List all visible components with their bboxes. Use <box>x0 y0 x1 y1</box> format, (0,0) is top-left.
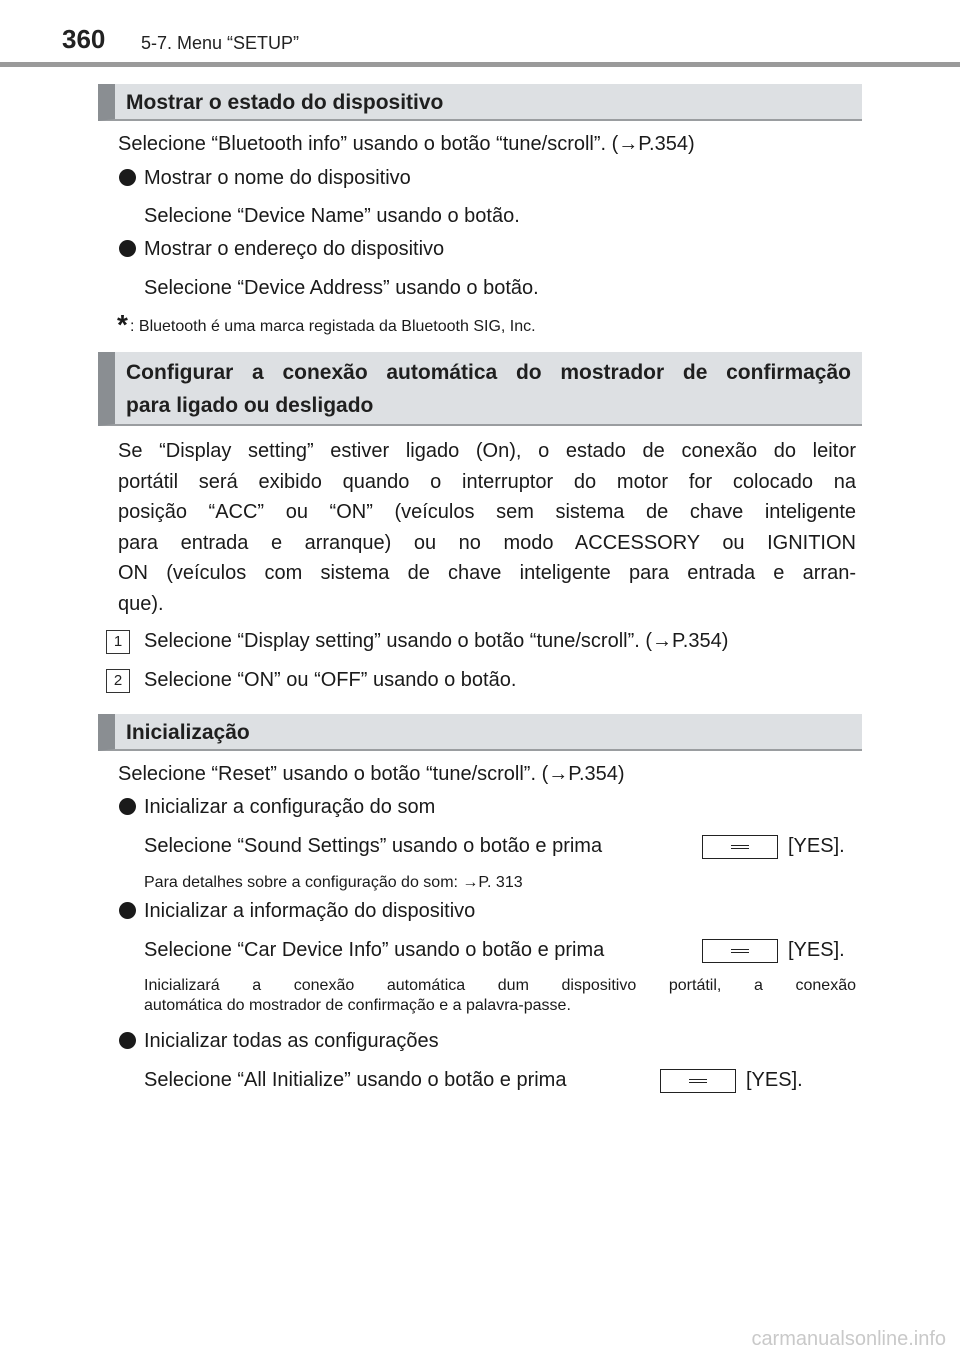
sec1-intro: Selecione “Bluetooth info” usando o botão “tune/scroll”. (→P.354) <box>118 133 695 155</box>
sec1-bullet2-title: Mostrar o endereço do dispositivo <box>144 238 445 260</box>
footnote-asterisk: * <box>117 309 128 340</box>
para-line: ON (veículos com sistema de chave inteligente para entrada e arran- <box>118 562 856 584</box>
step-number-2: 2 <box>106 669 130 693</box>
para-line: portátil será exibido quando o interruptor do motor for colocado na <box>118 470 856 493</box>
sec3-bullet2-text: Selecione “Car Device Info” usando o botão e prima <box>144 939 605 961</box>
enter-key-icon <box>660 1069 736 1093</box>
sec3-bullet2-yes: [YES]. <box>788 939 845 961</box>
step-number-1: 1 <box>106 630 130 654</box>
sec3-bullet1-note: Para detalhes sobre a configuração do som: →P. 313 <box>144 874 523 891</box>
site-watermark: carmanualsonline.info <box>751 1328 946 1350</box>
bullet-icon <box>119 169 136 186</box>
sec1-bullet2-text: Selecione “Device Address” usando o botão. <box>144 277 539 299</box>
para-line: que). <box>118 592 164 615</box>
sec3-bullet2-title: Inicializar a informação do dispositivo <box>144 900 476 922</box>
heading-line-1: Configurar a conexão automática do mostrador de confirmação <box>126 361 851 384</box>
bullet-icon <box>119 902 136 919</box>
note-line: automática do mostrador de confirmação e a palavra-passe. <box>144 997 571 1014</box>
header-rule <box>0 62 960 67</box>
enter-key-icon <box>702 835 778 859</box>
step-2-text: Selecione “ON” ou “OFF” usando o botão. <box>144 669 517 691</box>
heading-line-2: para ligado ou desligado <box>126 394 374 417</box>
heading-auto-connection <box>98 352 862 426</box>
bullet-icon <box>119 1032 136 1049</box>
sec3-bullet1-text: Selecione “Sound Settings” usando o botão e prima <box>144 835 603 857</box>
sec3-bullet1-title: Inicializar a configuração do som <box>144 796 436 818</box>
heading-device-status: Mostrar o estado do dispositivo <box>98 84 862 121</box>
sec3-bullet3-yes: [YES]. <box>746 1069 803 1091</box>
page-number: 360 <box>62 24 106 54</box>
sec3-bullet1-yes: [YES]. <box>788 835 845 857</box>
bullet-icon <box>119 798 136 815</box>
sec2-paragraph <box>118 436 856 619</box>
sec3-bullet3-title: Inicializar todas as configurações <box>144 1030 439 1052</box>
heading-initialization: Inicialização <box>98 714 862 751</box>
enter-key-icon <box>702 939 778 963</box>
bullet-icon <box>119 240 136 257</box>
para-line: para entrada e arranque) ou no modo ACCESSORY ou IGNITION <box>118 531 856 554</box>
step-1-text: Selecione “Display setting” usando o botão “tune/scroll”. (→P.354) <box>144 630 729 652</box>
para-line: Se “Display setting” estiver ligado (On), o estado de conexão do leitor <box>118 440 856 462</box>
footnote: : Bluetooth é uma marca registada da Bluetooth SIG, Inc. <box>130 318 536 335</box>
sec3-intro: Selecione “Reset” usando o botão “tune/scroll”. (→P.354) <box>118 763 625 785</box>
section-title: 5-7. Menu “SETUP” <box>141 33 300 53</box>
para-line: posição “ACC” ou “ON” (veículos sem sistema de chave inteligente <box>118 501 856 523</box>
sec3-bullet2-note <box>144 976 856 1016</box>
sec3-bullet3-text: Selecione “All Initialize” usando o botão e prima <box>144 1069 567 1091</box>
note-line: Inicializará a conexão automática dum dispositivo portátil, a conexão <box>144 977 856 994</box>
sec1-bullet1-text: Selecione “Device Name” usando o botão. <box>144 205 520 227</box>
sec1-bullet1-title: Mostrar o nome do dispositivo <box>144 167 411 189</box>
